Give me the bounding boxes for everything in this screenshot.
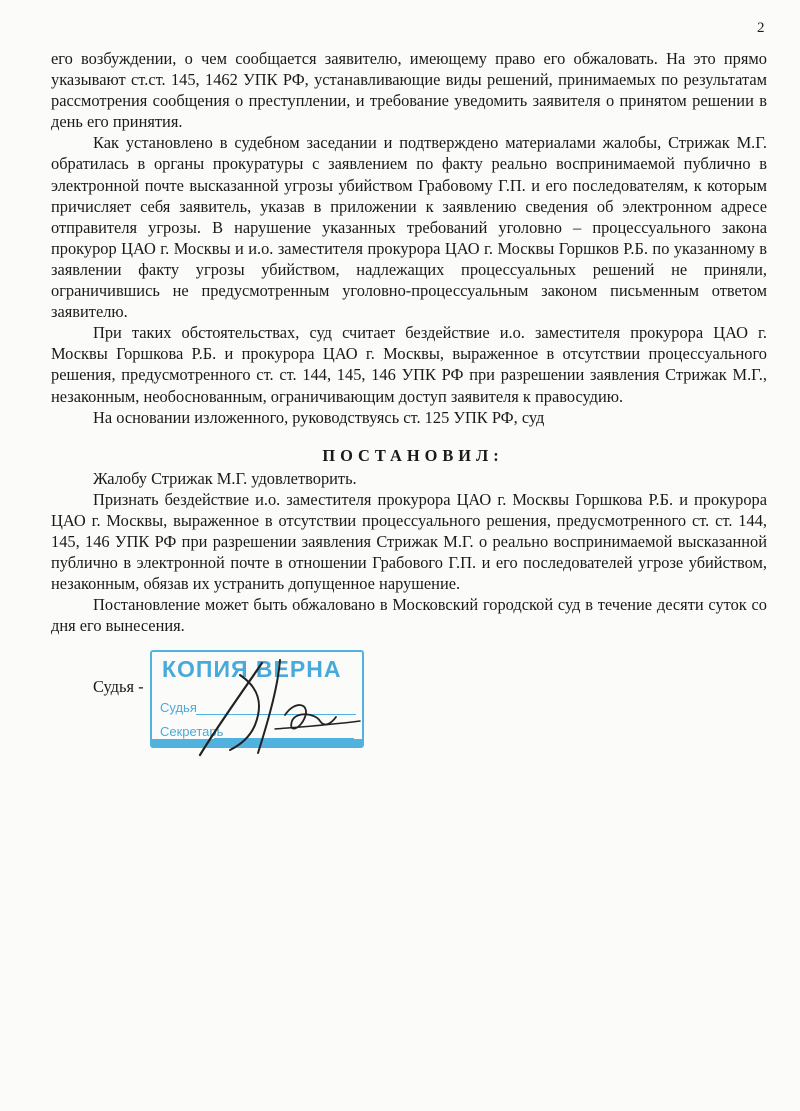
paragraph: При таких обстоятельствах, суд считает бездействие и.о. заместителя прокурора ЦАО г. Москвы Горшкова Р.Б. и прокурора ЦАО г. Москвы, выраженное в отсутствии процессуального решения, предусмотренного ст. ст. 144, 145, 146 УПК РФ при разрешении заявления Стрижак М.Г., незаконным, необоснованным, ограничивающим доступ заявителя к правосудию. [51,323,767,406]
resolution-paragraph: Признать бездействие и.о. заместителя прокурора ЦАО г. Москвы Горшкова Р.Б. и прокурора ЦАО г. Москвы, выраженное в отсутствии процессуального решения, предусмотренного ст. ст. 144, 145, 146 УПК РФ при разрешении заявления Стрижак М.Г. о реально воспринимаемой высказанной публично в электронной почте в отношении Грабового Г.П. и его последователей угрозе убийством, незаконным, обязав их устранить допущенное нарушение. [51,489,767,594]
resolution-paragraph: Жалобу Стрижак М.Г. удовлетворить. [93,468,357,488]
resolution-paragraph: Постановление может быть обжаловано в Московский городской суд в течение десяти суток со дня его вынесения. [51,595,767,636]
stamp-secretary-label: Секретарь [160,724,224,739]
paragraph: На основании изложенного, руководствуясь ст. 125 УПК РФ, суд [93,407,545,427]
paragraph: Как установлено в судебном заседании и подтверждено материалами жалобы, Стрижак М.Г. обратилась в органы прокуратуры с заявлением по факту реально воспринимаемой публично в электронной почте высказанной угрозы убийством Грабовому Г.П. и его последователям, к которым причисляет себя заявитель, указав в приложении к заявлению сведения об электронном адресе отправителя угрозы. В нарушение указанных требований уголовно – процессуального закона прокурор ЦАО г. Москвы и и.о. заместителя прокурора ЦАО г. Москвы Горшков Р.Б. по указанному в заявлении факту угрозы убийством, надлежащих процессуальных решений не приняли, ограничившись не предусмотренным уголовно-процессуальным законом письменным ответом заявителю. [51,133,767,322]
document-body [51,48,767,637]
stamp-judge-label: Судья [160,700,197,715]
paragraph: его возбуждении, о чем сообщается заявителю, имеющему право его обжаловать. На это прямо указывают ст.ст. 145, 1462 УПК РФ, устанавливающие виды решений, принимаемых по результатам рассмотрения сообщения о преступлении, и требование уведомить заявителя о принятом решении в день его принятия. [51,49,767,132]
handwritten-signature [170,655,370,765]
stamp-title: КОПИЯ ВЕРНА [162,656,342,682]
judge-label: Судья - [93,677,144,696]
resolution-heading: ПОСТАНОВИЛ: [322,445,504,465]
page-number: 2 [757,20,765,36]
